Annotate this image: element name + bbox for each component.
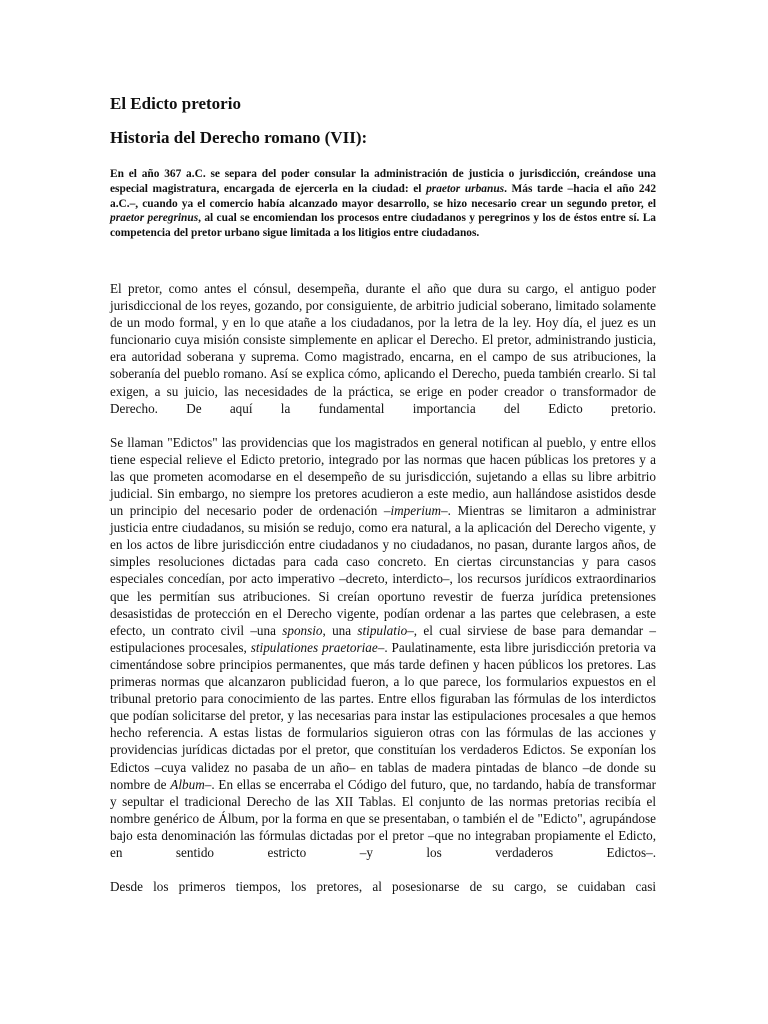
term-stipulationes-praetoriae: stipulationes praetoriae xyxy=(250,639,378,655)
term-imperium: imperium xyxy=(390,503,442,519)
lead-text: , al cual se encomiendan los procesos entre ciudadanos y peregrinos y los de éstos entre sí. La competencia del pretor urbano sigue limitada a los litigios entre ciudadanos. xyxy=(110,212,656,240)
paragraph-text: , una xyxy=(322,622,358,638)
paragraph-text: –. En ellas se encerraba el Código del futuro, que, no tardando, había de transformar y sepultar el tradicional Derecho de las XII Tablas. El conjunto de las normas pretorias recibía el nombre genérico de Álbum, por la forma en que se presentaban, o también el de "Edicto", agrupándose bajo esta denominación las fórmulas dictadas por el pretor –que no integraban propiamente el Edicto, en sentido estricto –y los verdaderos Edictos–. xyxy=(110,776,656,860)
term-stipulatio: stipulatio xyxy=(357,622,408,638)
body-paragraph-2 xyxy=(110,434,656,861)
document-content xyxy=(110,93,656,912)
document-title: El Edicto pretorio xyxy=(110,94,241,113)
term-sponsio: sponsio xyxy=(282,622,323,638)
body-paragraph-1: El pretor, como antes el cónsul, desempeña, durante el año que dura su cargo, el antiguo poder jurisdiccional de los reyes, gozando, por consiguiente, de arbitrio judicial soberano, limitado solamente de un modo formal, y en lo que atañe a los ciudadanos, por la letra de la ley. Hoy día, el juez es un funcionario cuya misión consiste simplemente en aplicar el Derecho. El pretor, administrando justicia, era autoridad soberana y suprema. Como magistrado, encarna, en el campo de sus atribuciones, la soberanía del pueblo romano. Así se explica cómo, aplicando el Derecho, pueda también crearlo. Si tal exigen, a su juicio, las necesidades de la práctica, se erige en poder creador o transformador de Derecho. De aquí la fundamental importancia del Edicto pretorio. xyxy=(110,280,656,416)
term-album: Album xyxy=(170,776,205,792)
lead-term-praetor-peregrinus: praetor peregrinus xyxy=(110,212,199,225)
body-paragraph-3: Desde los primeros tiempos, los pretores, al posesionarse de su cargo, se cuidaban casi xyxy=(110,879,656,895)
lead-text: En el año 367 a.C. se separa del poder consular la administración de justicia o jurisdicción, creándose una especial magistratura, encargada de ejercerla en la ciudad: el xyxy=(110,168,656,195)
paragraph-text: –. Mientras se limitaron a administrar justicia entre ciudadanos, su misión se redujo, como era natural, a la aplicación del Derecho vigente, y en los actos de libre jurisdicción entre ciudadanos y no ciudadanos, no pasan, durante largos años, de simples resoluciones dictadas para cada caso concreto. En ciertas circunstancias y para casos especiales concedían, por acto imperativo –decreto, interdicto–, los recursos jurídicos extraordinarios que les permitían sus atribuciones. Si creían oportuno revestir de fuerza jurídica pretensiones desasistidas de protección en el Derecho vigente, podían ordenar a las partes que celebrasen, a este efecto, un contrato civil –una xyxy=(110,503,656,638)
paragraph-text: Se llaman "Edictos" las providencias que los magistrados en general notifican al pueblo, y entre ellos tiene especial relieve el Edicto pretorio, integrado por las normas que hacen públicas los pretores y a las que prometen acomodarse en el desempeño de su jurisdicción, sujetando a ellas su libre arbitrio judicial. Sin embargo, no siempre los pretores acudieron a este medio, aun hallándose asistidos desde un principio del necesario poder de ordenación – xyxy=(110,434,656,519)
lead-text: . Más tarde –hacia el año 242 a.C.–, cuando ya el comercio había alcanzado mayor desarrollo, se hizo necesario crear un segundo pretor, el xyxy=(110,182,657,210)
document-subtitle: Historia del Derecho romano (VII): xyxy=(110,128,368,147)
lead-term-praetor-urbanus: praetor urbanus xyxy=(426,182,505,195)
lead-paragraph xyxy=(110,167,656,241)
paragraph-text: –, el cual sirviese de base para demandar –estipulaciones procesales, xyxy=(110,622,656,655)
paragraph-text: –. Paulatinamente, esta libre jurisdicción pretoria va cimentándose sobre principios permanentes, que más tarde definen y hacen públicos los pretores. Las primeras normas que alcanzaron publicidad fueron, a lo que parece, los formularios expuestos en el tribunal pretorio para conocimiento de las partes. Entre ellos figuraban las fórmulas de los interdictos que podían solicitarse del pretor, y las necesarias para instar las estipulaciones procesales a que hemos hecho referencia. A estas listas de formularios siguieron otras con las fórmulas de las acciones y providencias jurídicas dictadas por el pretor, que constituían los verdaderos Edictos. Se exponían los Edictos –cuya validez no pasaba de un año– en tablas de madera pintadas de blanco –de donde su nombre de xyxy=(110,639,656,792)
